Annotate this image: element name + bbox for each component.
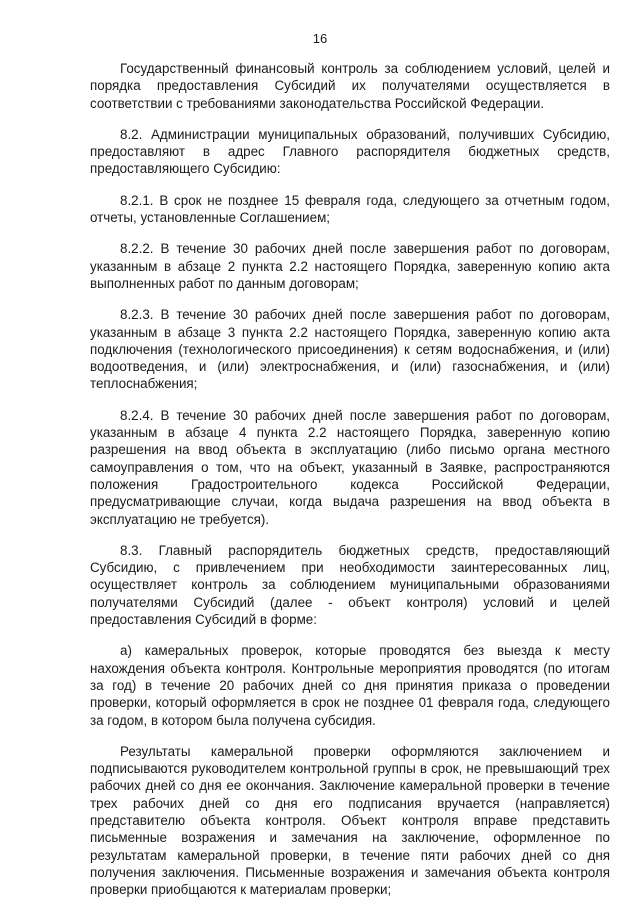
document-body xyxy=(90,60,610,912)
paragraph-state-financial-control: Государственный финансовый контроль за соблюдением условий, целей и порядка предоставления Субсидий их получателями осуществляется в соответствии с требованиями законодательства Российской Федерации. xyxy=(90,61,610,111)
paragraph-check-results: Результаты камеральной проверки оформляются заключением и подписываются руководителем контрольной группы в срок, не превышающий трех рабочих дней со дня ее окончания. Заключение камеральной проверки в течение трех рабочих дней со дня его подписания вручается (направляется) представителю объекта контроля. Объект контроля вправе представить письменные возражения и замечания на заключение, оформленное по результатам камеральной проверки, в течение пяти рабочих дней со дня получения заключения. Письменные возражения и замечания объекта контроля проверки приобщаются к материалам проверки; xyxy=(90,743,610,898)
paragraph-8-2-1: 8.2.1. В срок не позднее 15 февраля года, следующего за отчетным годом, отчеты, установленные Соглашением; xyxy=(90,192,610,226)
page-number: 16 xyxy=(312,31,328,46)
paragraph-8-2: 8.2. Администрации муниципальных образований, получивших Субсидию, предоставляют в адрес Главного распорядителя бюджетных средств, предоставляющего Субсидию: xyxy=(90,126,610,177)
paragraph-8-2-2: 8.2.2. В течение 30 рабочих дней после завершения работ по договорам, указанным в абзаце 2 пункта 2.2 настоящего Порядка, заверенную копию акта выполненных работ по данным договорам; xyxy=(90,241,610,291)
paragraph-8-3: 8.3. Главный распорядитель бюджетных средств, предоставляющий Субсидию, с привлечением при необходимости заинтересованных лиц, осуществляет контроль за соблюдением муниципальными образованиями получателями Субсидий (далее - объект контроля) условий и целей предоставления Субсидий в форме: xyxy=(90,542,610,628)
paragraph-8-2-4: 8.2.4. В течение 30 рабочих дней после завершения работ по договорам, указанным в абзаце 4 пункта 2.2 настоящего Порядка, заверенную копию разрешения на ввод объекта в эксплуатацию (либо письмо органа местного самоуправления о том, что на объект, указанный в Заявке, распространяются положения Градостроительного кодекса Российской Федерации, предусматривающие случаи, когда выдача разрешения на ввод объекта в эксплуатацию не требуется). xyxy=(90,407,610,527)
paragraph-8-3-a: а) камеральных проверок, которые проводятся без выезда к месту нахождения объекта контроля. Контрольные мероприятия проводятся (по итогам за год) в течение 20 рабочих дней со дня принятия приказа о проведении проверки, который оформляется в срок не позднее 01 февраля года, следующего за годом, в котором была получена субсидия. xyxy=(90,643,610,728)
paragraph-8-2-3: 8.2.3. В течение 30 рабочих дней после завершения работ по договорам, указанным в абзаце 3 пункта 2.2 настоящего Порядка, заверенную копию акта подключения (технологического присоединения) к сетям водоснабжения, и (или) водоотведения, и (или) электроснабжения, и (или) газоснабжения, и (или) теплоснабжения; xyxy=(90,307,610,392)
